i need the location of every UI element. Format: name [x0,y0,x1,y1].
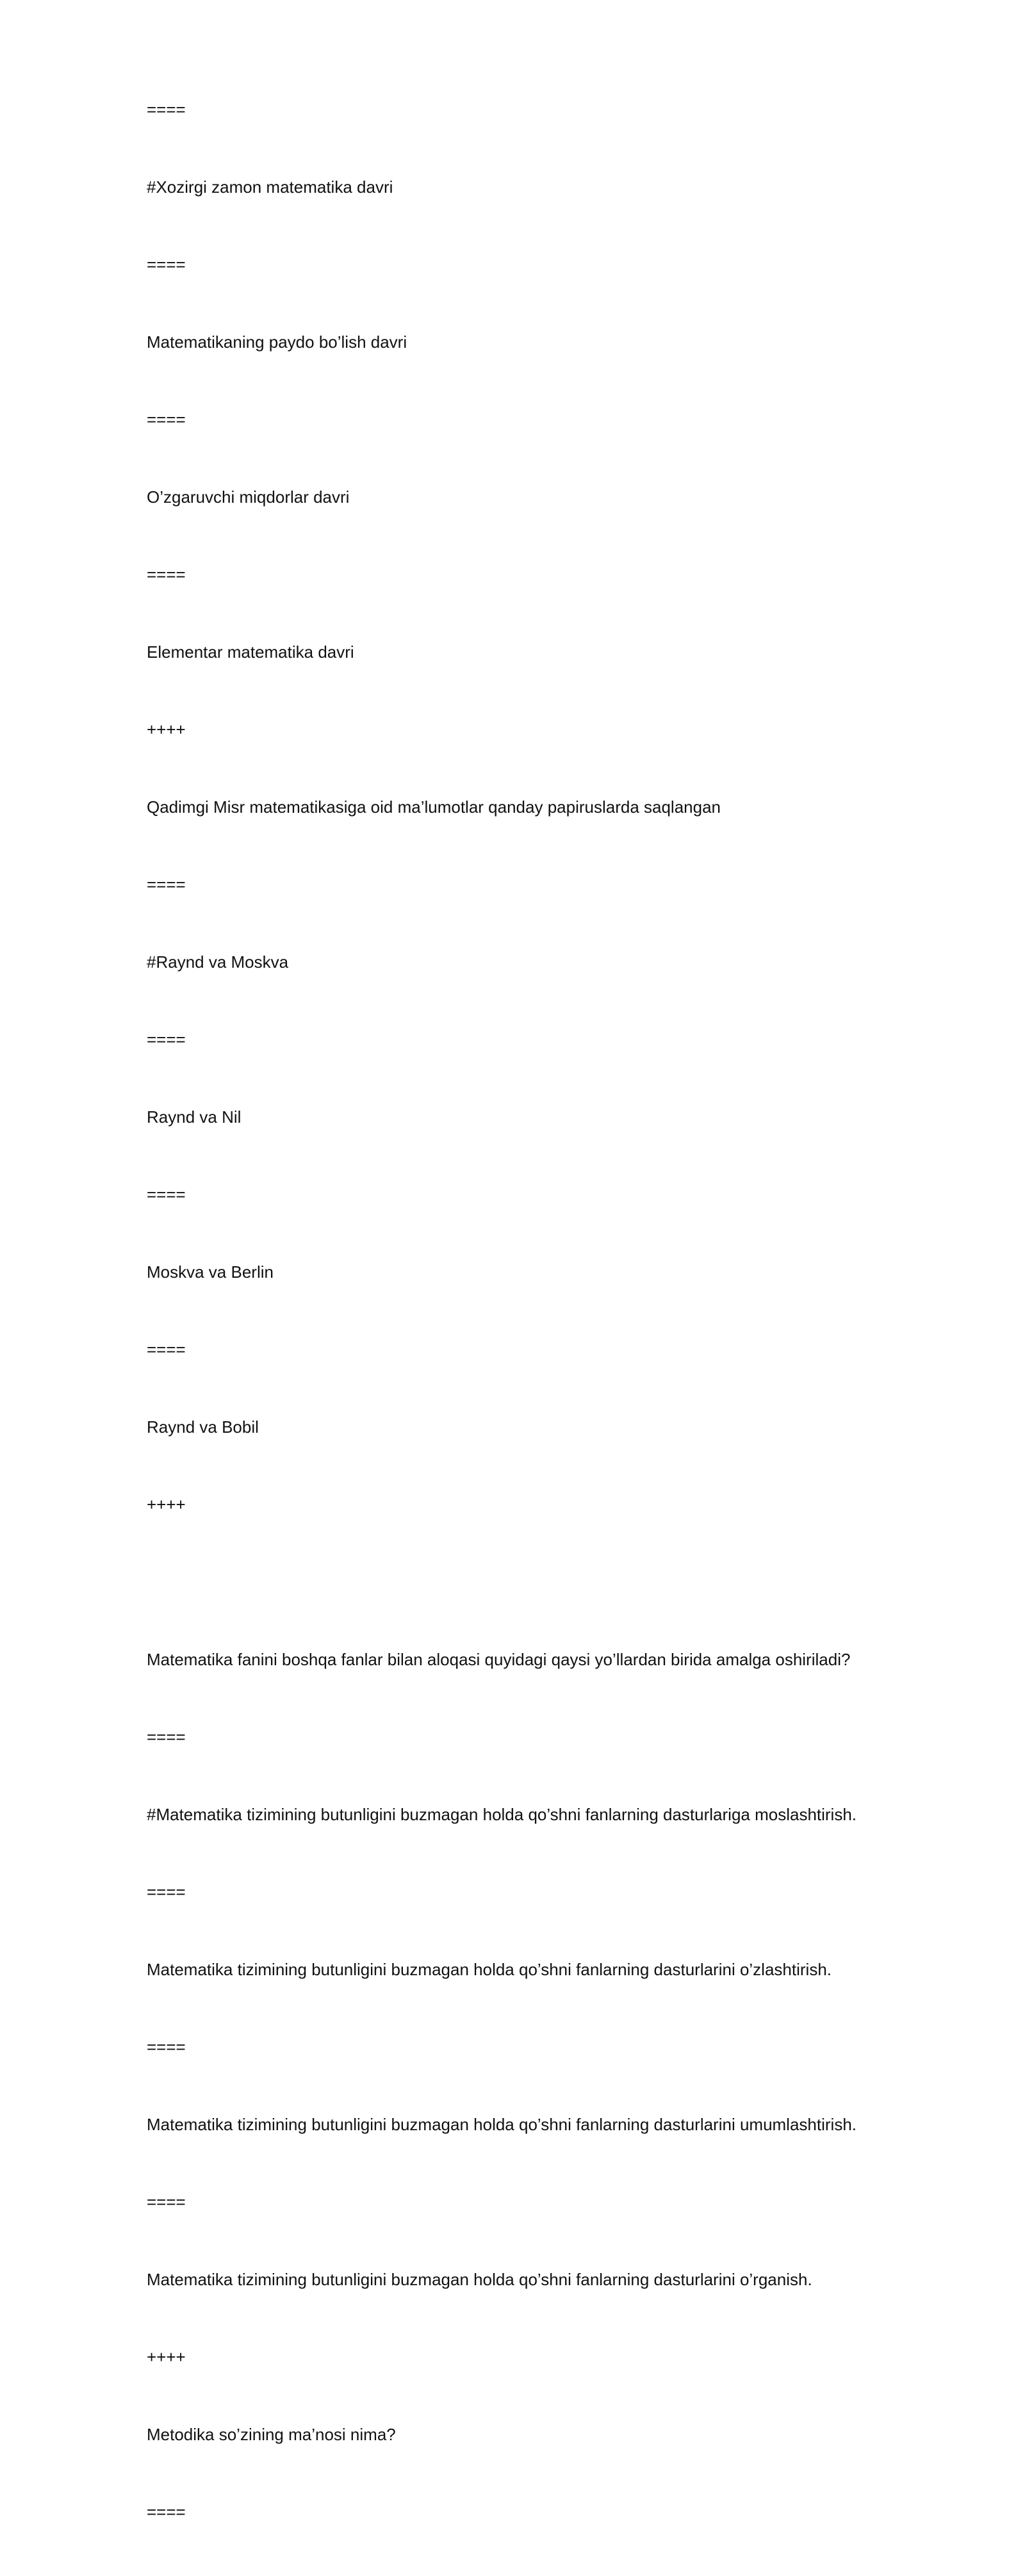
separator-line: ==== [147,100,186,119]
answer-option: Moskva va Berlin [147,1262,274,1282]
answer-correct: #Matematika tizimining butunligini buzmagan holda qo’shni fanlarning dasturlariga moslashtirish. [147,1805,857,1824]
answer-correct: #Raynd va Moskva [147,952,289,972]
separator-line: ==== [147,255,186,274]
separator-line: ==== [147,875,186,894]
separator-line: ==== [147,2192,186,2212]
answer-option: Matematikaning paydo bo’lish davri [147,332,407,352]
separator-line: ==== [147,2502,186,2522]
answer-option: O’zgaruvchi miqdorlar davri [147,487,350,507]
answer-option: Raynd va Bobil [147,1417,259,1437]
separator-line: ==== [147,1727,186,1747]
answer-option: Elementar matematika davri [147,642,354,662]
answer-option: Matematika tizimining butunligini buzmagan holda qo’shni fanlarning dasturlarini o’rganish. [147,2270,812,2289]
question-separator: ++++ [147,2347,186,2367]
question-text: Metodika so’zining ma’nosi nima? [147,2425,396,2444]
question-separator: ++++ [147,1495,186,1514]
separator-line: ==== [147,1340,186,1359]
separator-line: ==== [147,1185,186,1204]
answer-option: Raynd va Nil [147,1107,242,1127]
document-body [147,96,915,2576]
answer-correct: #Xozirgi zamon matematika davri [147,177,393,197]
question-text: Matematika fanini boshqa fanlar bilan aloqasi quyidagi qaysi yo’llardan birida amalga oshiriladi? [147,1650,851,1669]
answer-option: Matematika tizimining butunligini buzmagan holda qo’shni fanlarning dasturlarini o’zlashtirish. [147,1960,832,1979]
separator-line: ==== [147,1882,186,1902]
separator-line: ==== [147,565,186,584]
separator-line: ==== [147,2037,186,2057]
separator-line: ==== [147,1030,186,1049]
separator-line: ==== [147,410,186,429]
blank-line [147,1569,915,1646]
question-text: Qadimgi Misr matematikasiga oid ma’lumotlar qanday papiruslarda saqlangan [147,797,721,817]
question-separator: ++++ [147,720,186,739]
answer-option: Matematika tizimining butunligini buzmagan holda qo’shni fanlarning dasturlarini umumlashtirish. [147,2115,857,2134]
